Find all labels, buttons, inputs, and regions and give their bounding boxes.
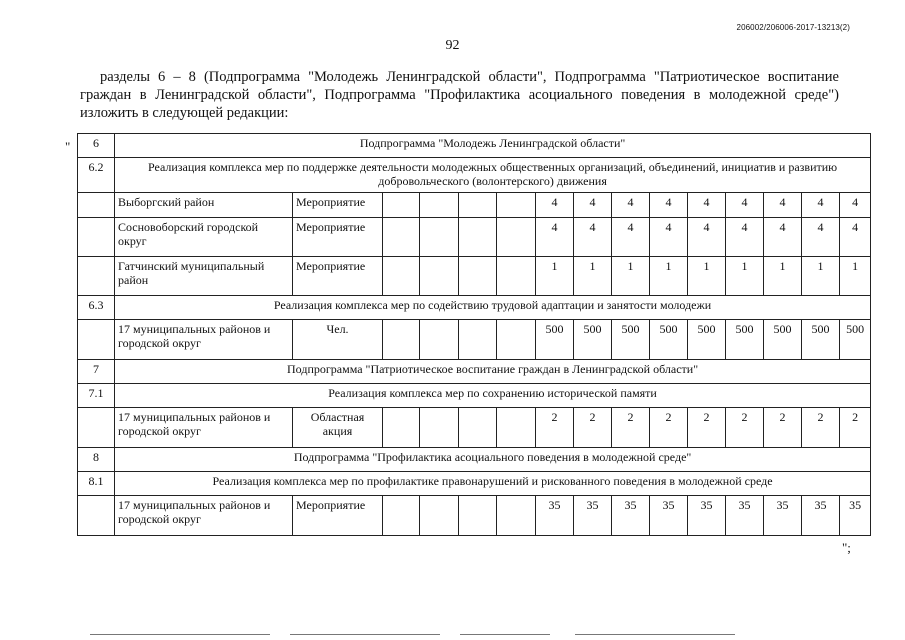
opening-quote: " — [65, 139, 71, 154]
value-cell: 1 — [574, 257, 612, 296]
section-row — [78, 472, 871, 496]
empty-cell — [420, 257, 459, 296]
value-cell: 500 — [536, 320, 574, 360]
empty-cell — [78, 257, 115, 296]
value-cell: 500 — [840, 320, 871, 360]
table-row — [78, 320, 871, 360]
footer-divider — [460, 634, 550, 635]
value-cell: 4 — [840, 218, 871, 257]
section-title: Подпрограмма "Патриотическое воспитание граждан в Ленинградской области" — [115, 360, 871, 384]
section-row — [78, 158, 871, 193]
section-row — [78, 296, 871, 320]
section-number: 7 — [78, 360, 115, 384]
unit-cell: Мероприятие — [293, 218, 383, 257]
section-row — [78, 134, 871, 158]
footer-divider — [290, 634, 440, 635]
empty-cell — [383, 320, 420, 360]
area-cell: Выборгский район — [115, 193, 293, 218]
empty-cell — [420, 320, 459, 360]
value-cell: 35 — [612, 496, 650, 536]
value-cell: 500 — [688, 320, 726, 360]
value-cell: 2 — [574, 408, 612, 448]
unit-cell: Мероприятие — [293, 257, 383, 296]
value-cell: 4 — [650, 218, 688, 257]
table-row — [78, 218, 871, 257]
page-number: 92 — [445, 38, 460, 53]
program-table — [77, 133, 871, 536]
table-row — [78, 408, 871, 448]
value-cell: 2 — [612, 408, 650, 448]
value-cell: 1 — [688, 257, 726, 296]
empty-cell — [78, 218, 115, 257]
value-cell: 500 — [802, 320, 840, 360]
value-cell: 4 — [726, 218, 764, 257]
section-row — [78, 384, 871, 408]
empty-cell — [497, 408, 536, 448]
value-cell: 35 — [840, 496, 871, 536]
empty-cell — [420, 193, 459, 218]
unit-cell: Областная акция — [293, 408, 383, 448]
value-cell: 35 — [536, 496, 574, 536]
value-cell: 1 — [536, 257, 574, 296]
value-cell: 500 — [612, 320, 650, 360]
section-number: 8.1 — [78, 472, 115, 496]
section-number: 6 — [78, 134, 115, 158]
document-id: 206002/206006-2017-13213(2) — [736, 23, 850, 32]
empty-cell — [78, 320, 115, 360]
footer-divider — [90, 634, 270, 635]
value-cell: 1 — [840, 257, 871, 296]
value-cell: 4 — [688, 218, 726, 257]
value-cell: 500 — [764, 320, 802, 360]
empty-cell — [459, 257, 497, 296]
value-cell: 2 — [536, 408, 574, 448]
value-cell: 4 — [802, 193, 840, 218]
value-cell: 1 — [764, 257, 802, 296]
area-cell: 17 муниципальных районов и городской округ — [115, 320, 293, 360]
empty-cell — [420, 408, 459, 448]
area-cell: 17 муниципальных районов и городской округ — [115, 408, 293, 448]
value-cell: 1 — [726, 257, 764, 296]
section-number: 6.3 — [78, 296, 115, 320]
value-cell: 2 — [764, 408, 802, 448]
value-cell: 2 — [650, 408, 688, 448]
value-cell: 35 — [802, 496, 840, 536]
unit-cell: Мероприятие — [293, 193, 383, 218]
value-cell: 2 — [726, 408, 764, 448]
empty-cell — [497, 218, 536, 257]
value-cell: 1 — [650, 257, 688, 296]
empty-cell — [383, 408, 420, 448]
value-cell: 4 — [574, 193, 612, 218]
value-cell: 2 — [840, 408, 871, 448]
empty-cell — [78, 496, 115, 536]
empty-cell — [497, 257, 536, 296]
value-cell: 500 — [650, 320, 688, 360]
section-number: 7.1 — [78, 384, 115, 408]
value-cell: 500 — [574, 320, 612, 360]
empty-cell — [459, 218, 497, 257]
empty-cell — [497, 193, 536, 218]
value-cell: 4 — [536, 218, 574, 257]
value-cell: 4 — [764, 193, 802, 218]
section-row — [78, 360, 871, 384]
section-row — [78, 448, 871, 472]
value-cell: 35 — [726, 496, 764, 536]
unit-cell: Чел. — [293, 320, 383, 360]
empty-cell — [497, 320, 536, 360]
value-cell: 4 — [612, 193, 650, 218]
footer-divider — [575, 634, 735, 635]
table-row — [78, 496, 871, 536]
value-cell: 35 — [650, 496, 688, 536]
value-cell: 2 — [688, 408, 726, 448]
area-cell: 17 муниципальных районов и городской округ — [115, 496, 293, 536]
empty-cell — [459, 320, 497, 360]
section-title: Реализация комплекса мер по профилактике правонарушений и рискованного поведения в молодежной среде — [115, 472, 871, 496]
value-cell: 4 — [764, 218, 802, 257]
value-cell: 35 — [688, 496, 726, 536]
value-cell: 4 — [536, 193, 574, 218]
value-cell: 4 — [840, 193, 871, 218]
table-row — [78, 193, 871, 218]
empty-cell — [420, 496, 459, 536]
section-title: Подпрограмма "Молодежь Ленинградской области" — [115, 134, 871, 158]
area-cell: Сосновоборский городской округ — [115, 218, 293, 257]
value-cell: 4 — [612, 218, 650, 257]
section-title: Реализация комплекса мер по поддержке деятельности молодежных общественных организаций, объединений, инициатив и развитию добровольческого (волонтерского) движения — [115, 158, 871, 193]
value-cell: 35 — [764, 496, 802, 536]
empty-cell — [383, 193, 420, 218]
section-number: 8 — [78, 448, 115, 472]
empty-cell — [78, 408, 115, 448]
section-number: 6.2 — [78, 158, 115, 193]
empty-cell — [383, 496, 420, 536]
empty-cell — [459, 193, 497, 218]
closing-quote: "; — [842, 540, 851, 555]
unit-cell: Мероприятие — [293, 496, 383, 536]
value-cell: 4 — [802, 218, 840, 257]
empty-cell — [420, 218, 459, 257]
value-cell: 4 — [574, 218, 612, 257]
empty-cell — [459, 496, 497, 536]
section-title: Реализация комплекса мер по содействию трудовой адаптации и занятости молодежи — [115, 296, 871, 320]
value-cell: 2 — [802, 408, 840, 448]
empty-cell — [78, 193, 115, 218]
value-cell: 4 — [650, 193, 688, 218]
section-title: Реализация комплекса мер по сохранению исторической памяти — [115, 384, 871, 408]
intro-paragraph: разделы 6 – 8 (Подпрограмма "Молодежь Ленинградской области", Подпрограмма "Патриотическое воспитание граждан в Ленинградской области", Подпрограмма "Профилактика асоциального поведения в молодежной среде") изложить в следующей редакции: — [80, 69, 839, 121]
area-cell: Гатчинский муниципальный район — [115, 257, 293, 296]
empty-cell — [459, 408, 497, 448]
value-cell: 500 — [726, 320, 764, 360]
value-cell: 1 — [802, 257, 840, 296]
table-row — [78, 257, 871, 296]
value-cell: 35 — [574, 496, 612, 536]
value-cell: 1 — [612, 257, 650, 296]
empty-cell — [383, 257, 420, 296]
value-cell: 4 — [688, 193, 726, 218]
value-cell: 4 — [726, 193, 764, 218]
empty-cell — [383, 218, 420, 257]
section-title: Подпрограмма "Профилактика асоциального поведения в молодежной среде" — [115, 448, 871, 472]
empty-cell — [497, 496, 536, 536]
